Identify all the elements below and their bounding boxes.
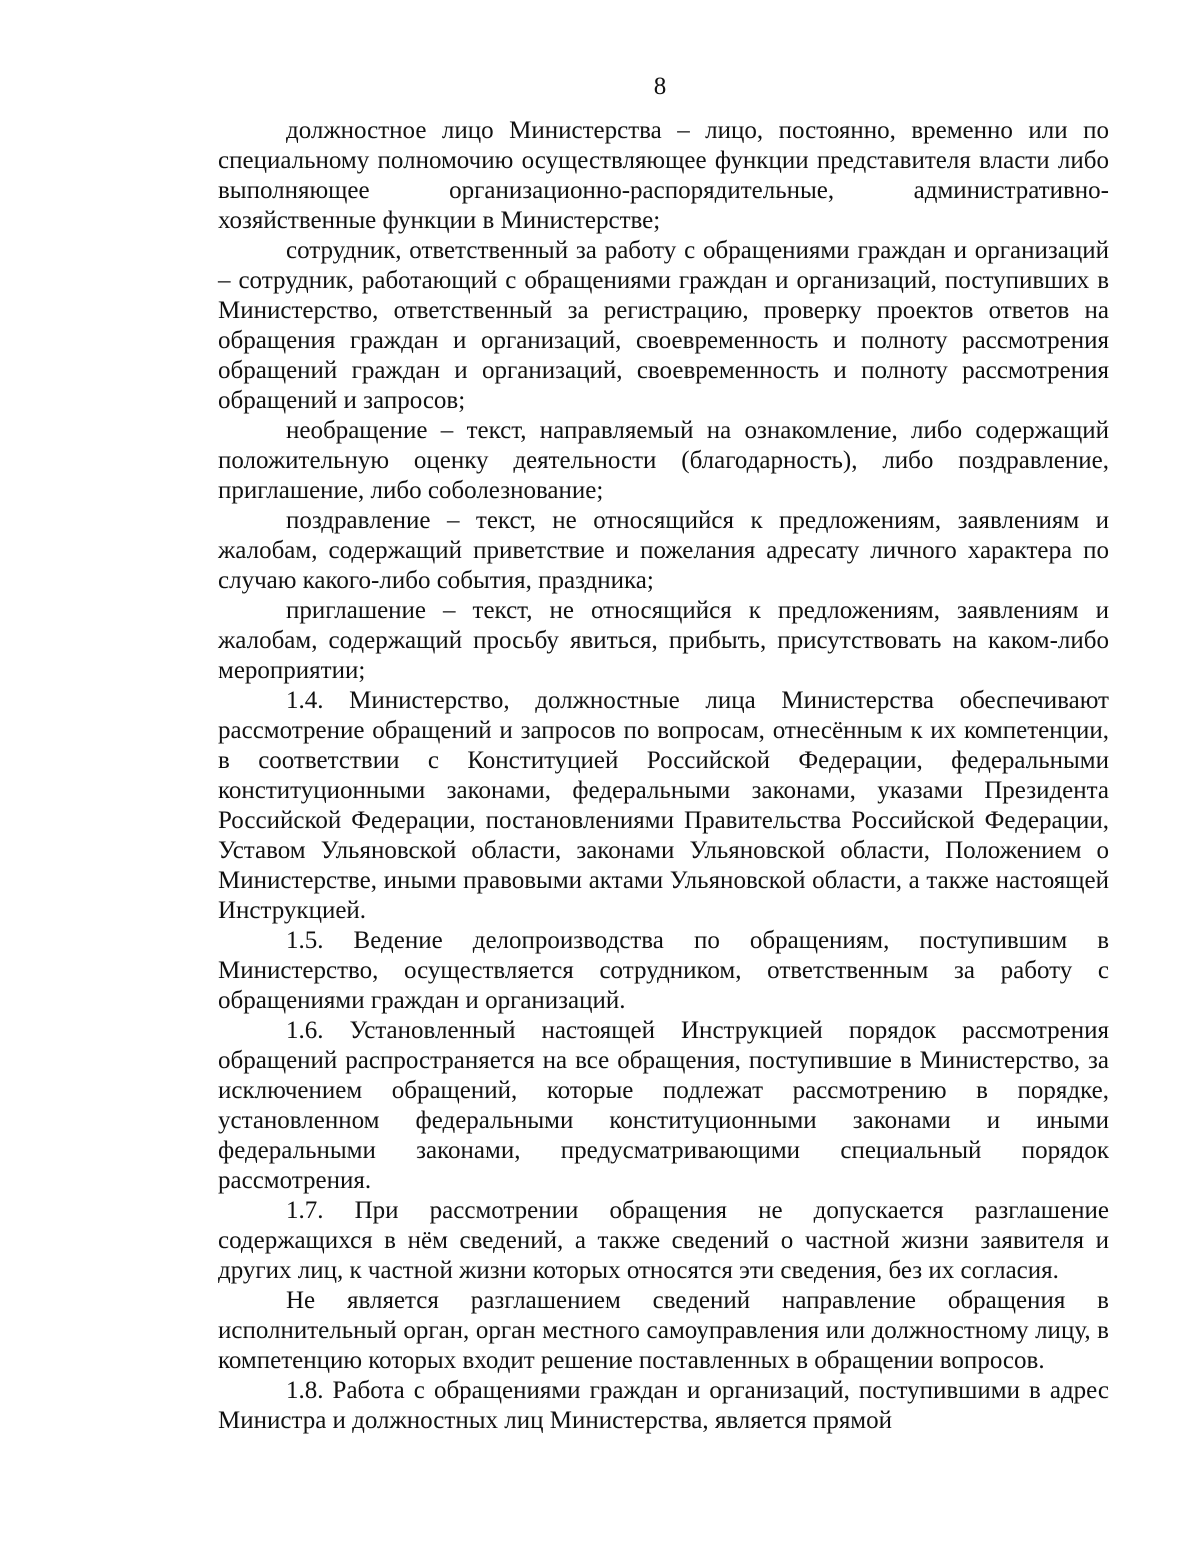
- definition-employee: сотрудник, ответственный за работу с обращениями граждан и организаций – сотрудник, работающий с обращениями граждан и организаций, поступивших в Министерство, ответственный за регистрацию, проверку проектов ответов на обращения граждан и организаций, своевременность и полноту рассмотрения обращений граждан и организаций, своевременность и полноту рассмотрения обращений и запросов;: [218, 237, 1109, 414]
- clause-1-8: 1.8. Работа с обращениями граждан и организаций, поступившими в адрес Министра и должностных лиц Министерства, является прямой: [218, 1377, 1109, 1434]
- document-body: [218, 116, 1109, 1436]
- clause-1-7: 1.7. При рассмотрении обращения не допускается разглашение содержащихся в нём сведений, а также сведений о частной жизни заявителя и других лиц, к частной жизни которых относятся эти сведения, без их согласия.: [218, 1197, 1109, 1284]
- page-number: 8: [653, 73, 667, 100]
- definition-official: должностное лицо Министерства – лицо, постоянно, временно или по специальному полномочию осуществляющее функции представителя власти либо выполняющее организационно-распорядительные, административно-хозяйственные функции в Министерстве;: [218, 117, 1109, 234]
- clause-1-7-continuation: Не является разглашением сведений направление обращения в исполнительный орган, орган местного самоуправления или должностному лицу, в компетенцию которых входит решение поставленных в обращении вопросов.: [218, 1287, 1109, 1374]
- definition-non-appeal: необращение – текст, направляемый на ознакомление, либо содержащий положительную оценку деятельности (благодарность), либо поздравление, приглашение, либо соболезнование;: [218, 417, 1109, 504]
- clause-1-5: 1.5. Ведение делопроизводства по обращениям, поступившим в Министерство, осуществляется сотрудником, ответственным за работу с обращениями граждан и организаций.: [218, 927, 1109, 1014]
- definition-invitation: приглашение – текст, не относящийся к предложениям, заявлениям и жалобам, содержащий просьбу явиться, прибыть, присутствовать на каком-либо мероприятии;: [218, 597, 1109, 684]
- clause-1-6: 1.6. Установленный настоящей Инструкцией порядок рассмотрения обращений распространяется на все обращения, поступившие в Министерство, за исключением обращений, которые подлежат рассмотрению в порядке, установленном федеральными конституционными законами и иными федеральными законами, предусматривающими специальный порядок рассмотрения.: [218, 1017, 1109, 1194]
- definition-congratulation: поздравление – текст, не относящийся к предложениям, заявлениям и жалобам, содержащий приветствие и пожелания адресату личного характера по случаю какого-либо события, праздника;: [218, 507, 1109, 594]
- clause-1-4: 1.4. Министерство, должностные лица Министерства обеспечивают рассмотрение обращений и запросов по вопросам, отнесённым к их компетенции, в соответствии с Конституцией Российской Федерации, федеральными конституционными законами, федеральными законами, указами Президента Российской Федерации, постановлениями Правительства Российской Федерации, Уставом Ульяновской области, законами Ульяновской области, Положением о Министерстве, иными правовыми актами Ульяновской области, а также настоящей Инструкцией.: [218, 687, 1109, 924]
